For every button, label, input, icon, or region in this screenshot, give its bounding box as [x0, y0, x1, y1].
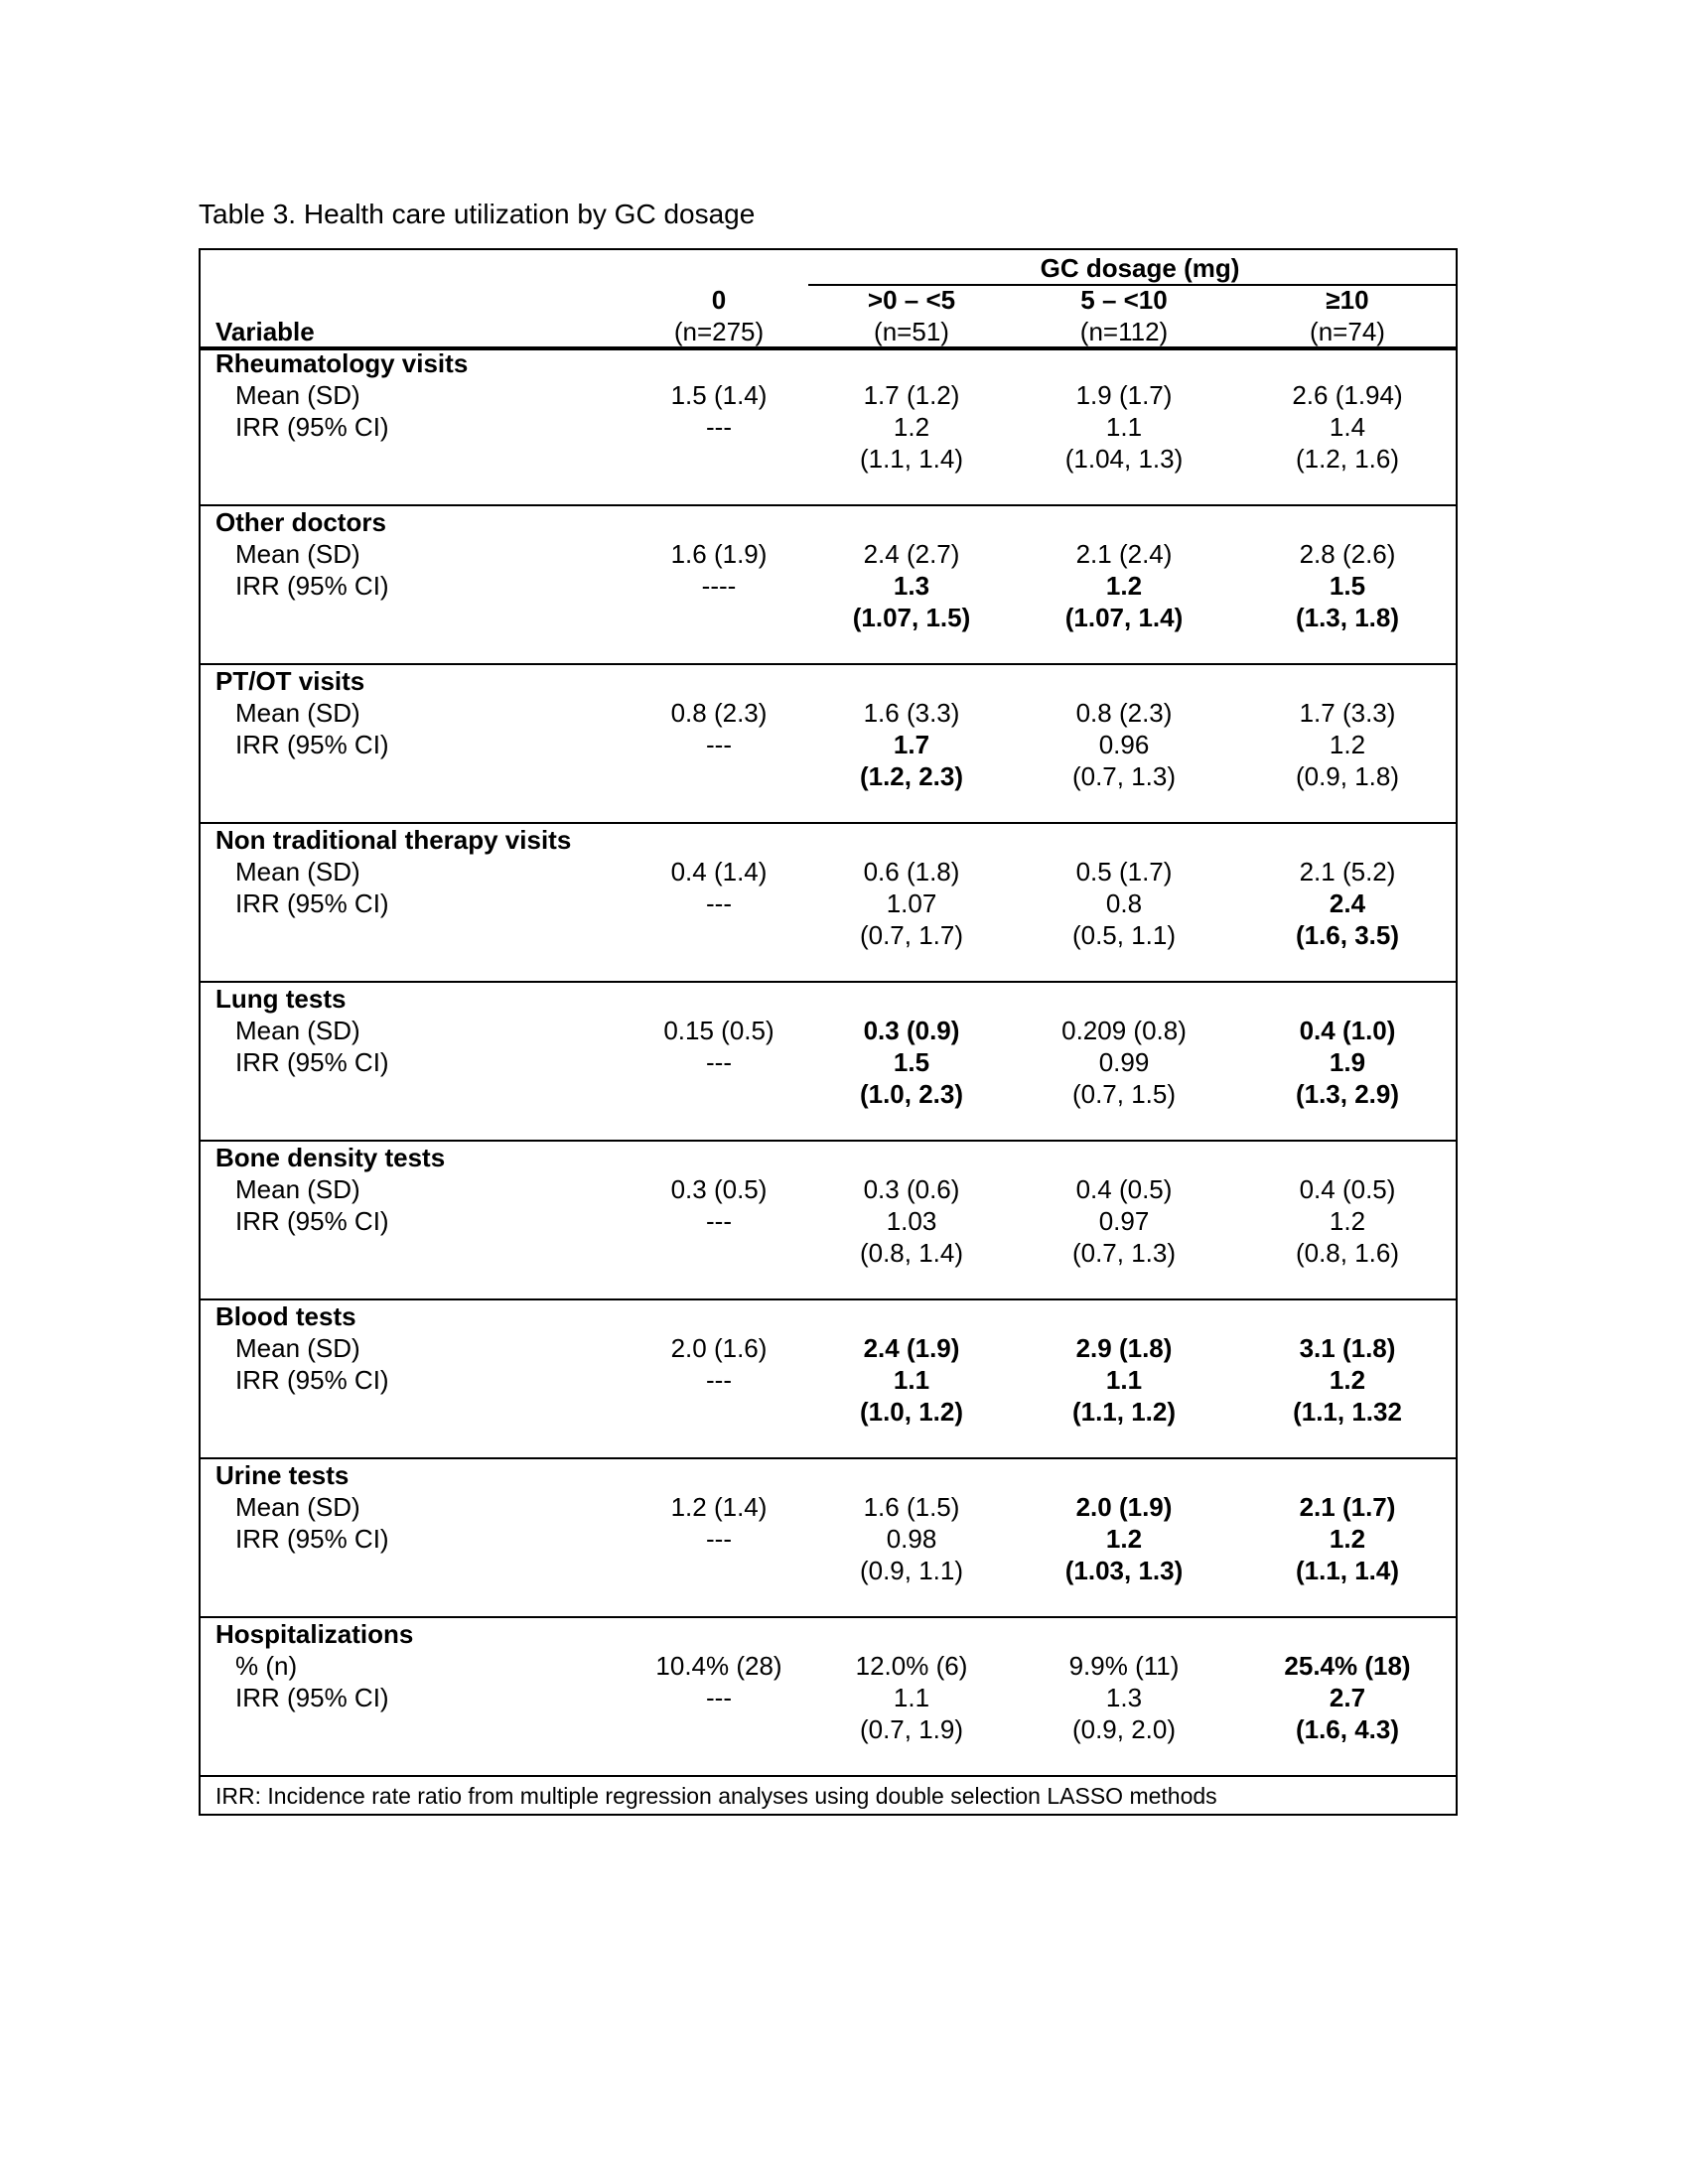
table-cell: --- [706, 1524, 732, 1554]
section-title-non-traditional-therapy-visits: Non traditional therapy visits [215, 825, 572, 855]
table-cell: (1.03, 1.3) [1064, 1556, 1184, 1585]
table-cell: 0.8 (2.3) [670, 698, 768, 728]
table-cell: 12.0% (6) [855, 1651, 968, 1681]
table-cell: 1.2 (1.4) [670, 1492, 768, 1522]
table-cell: 1.2 [1329, 1524, 1366, 1554]
table-cell: (0.9, 1.8) [1295, 761, 1400, 791]
table-cell: 1.9 (1.7) [1075, 380, 1173, 410]
row-label: Mean (SD) [235, 857, 360, 887]
table-cell: 1.3 [1105, 1683, 1143, 1712]
table-cell: 0.209 (0.8) [1061, 1016, 1187, 1045]
table-cell: (0.7, 1.3) [1071, 761, 1177, 791]
table-cell: 10.4% (28) [655, 1651, 782, 1681]
table-cell: --- [706, 1047, 732, 1077]
table-cell: 2.6 (1.94) [1292, 380, 1403, 410]
row-label: Mean (SD) [235, 1174, 360, 1204]
table-cell: 2.8 (2.6) [1299, 539, 1396, 569]
table-cell: 1.2 [1329, 1206, 1366, 1236]
table-cell: 0.98 [886, 1524, 937, 1554]
table-cell: 2.9 (1.8) [1075, 1333, 1173, 1363]
table-cell: --- [706, 1365, 732, 1395]
section-title-rheumatology-visits: Rheumatology visits [215, 348, 469, 378]
table-cell: 0.4 (0.5) [1299, 1174, 1396, 1204]
table-cell: 2.0 (1.6) [670, 1333, 768, 1363]
table-cell: 1.4 [1329, 412, 1366, 442]
table-cell: (0.7, 1.3) [1071, 1238, 1177, 1268]
table-cell: 0.5 (1.7) [1075, 857, 1173, 887]
table-cell: 0.6 (1.8) [863, 857, 960, 887]
table-cell: 1.03 [886, 1206, 937, 1236]
table-cell: ---- [701, 571, 737, 601]
table-cell: 0.8 (2.3) [1075, 698, 1173, 728]
table-cell: --- [706, 412, 732, 442]
table-cell: (1.1, 1.2) [1071, 1397, 1177, 1427]
table-cell: (0.7, 1.7) [859, 920, 964, 950]
table-cell: (0.7, 1.9) [859, 1714, 964, 1744]
variable-header: Variable [215, 317, 315, 346]
table-cell: (0.9, 2.0) [1071, 1714, 1177, 1744]
section-divider [201, 981, 1456, 983]
table-cell: 1.3 [893, 571, 930, 601]
section-divider [201, 1775, 1456, 1777]
section-title-bone-density-tests: Bone density tests [215, 1143, 446, 1172]
row-label: Mean (SD) [235, 539, 360, 569]
table-cell: 1.9 [1329, 1047, 1366, 1077]
table-cell: 2.7 [1329, 1683, 1366, 1712]
group-header: GC dosage (mg) [1040, 253, 1240, 283]
table-cell: --- [706, 1206, 732, 1236]
table-cell: (1.0, 1.2) [859, 1397, 964, 1427]
table-cell: (0.9, 1.1) [859, 1556, 964, 1585]
table-cell: 1.2 [893, 412, 930, 442]
table-cell: 0.96 [1098, 730, 1150, 759]
table-cell: (1.07, 1.5) [852, 603, 971, 632]
table-cell: 1.6 (1.9) [670, 539, 768, 569]
table-cell: (1.2, 2.3) [859, 761, 964, 791]
table-cell: (1.1, 1.4) [1295, 1556, 1400, 1585]
table-cell: 0.4 (1.0) [1299, 1016, 1396, 1045]
section-divider [201, 663, 1456, 665]
row-label: IRR (95% CI) [235, 1683, 389, 1712]
table-cell: 1.7 (1.2) [863, 380, 960, 410]
table-cell: 0.99 [1098, 1047, 1150, 1077]
footnote: IRR: Incidence rate ratio from multiple regression analyses using double selection LASSO methods [215, 1783, 1217, 1809]
row-label: IRR (95% CI) [235, 1365, 389, 1395]
section-title-other-doctors: Other doctors [215, 507, 386, 537]
table-cell: (1.3, 2.9) [1295, 1079, 1400, 1109]
row-label: IRR (95% CI) [235, 571, 389, 601]
column-header-1: >0 – <5 [867, 285, 956, 315]
row-label: % (n) [235, 1651, 298, 1681]
table-cell: 1.1 [893, 1683, 930, 1712]
table-cell: (1.07, 1.4) [1064, 603, 1184, 632]
table-cell: (1.3, 1.8) [1295, 603, 1400, 632]
table-cell: 1.5 (1.4) [670, 380, 768, 410]
row-label: IRR (95% CI) [235, 1524, 389, 1554]
column-header-2: 5 – <10 [1080, 285, 1168, 315]
table-cell: 1.6 (3.3) [863, 698, 960, 728]
table-cell: --- [706, 1683, 732, 1712]
table-cell: 1.7 (3.3) [1299, 698, 1396, 728]
table-cell: 2.1 (5.2) [1299, 857, 1396, 887]
section-divider [201, 1298, 1456, 1300]
section-divider [201, 1457, 1456, 1459]
column-n-2: (n=112) [1079, 317, 1169, 346]
column-n-3: (n=74) [1310, 317, 1385, 346]
table-caption: Table 3. Health care utilization by GC dosage [199, 199, 756, 229]
column-header-3: ≥10 [1326, 285, 1369, 315]
row-label: IRR (95% CI) [235, 888, 389, 918]
table-cell: 0.4 (0.5) [1075, 1174, 1173, 1204]
table-cell: 1.1 [1105, 1365, 1143, 1395]
table-cell: (1.1, 1.32 [1293, 1397, 1402, 1427]
table-cell: (1.1, 1.4) [859, 444, 964, 474]
table-cell: (1.6, 4.3) [1295, 1714, 1400, 1744]
table-cell: 0.8 [1105, 888, 1143, 918]
table-cell: 1.1 [893, 1365, 930, 1395]
section-title-pt-ot-visits: PT/OT visits [215, 666, 365, 696]
table-cell: 0.4 (1.4) [670, 857, 768, 887]
table-cell: 2.4 [1329, 888, 1366, 918]
row-label: Mean (SD) [235, 1016, 360, 1045]
table-cell: 1.1 [1105, 412, 1143, 442]
table-cell: 3.1 (1.8) [1299, 1333, 1396, 1363]
row-label: Mean (SD) [235, 1333, 360, 1363]
table-cell: 2.4 (1.9) [863, 1333, 960, 1363]
table-cell: (1.0, 2.3) [859, 1079, 964, 1109]
column-header-0: 0 [711, 285, 727, 315]
section-title-urine-tests: Urine tests [215, 1460, 350, 1490]
table-cell: 2.1 (1.7) [1299, 1492, 1396, 1522]
table-cell: 25.4% (18) [1284, 1651, 1411, 1681]
table-cell: --- [706, 730, 732, 759]
row-label: IRR (95% CI) [235, 412, 389, 442]
table-cell: 2.4 (2.7) [863, 539, 960, 569]
table-cell: (0.7, 1.5) [1071, 1079, 1177, 1109]
table-cell: (0.8, 1.6) [1295, 1238, 1400, 1268]
table-cell: 1.2 [1329, 1365, 1366, 1395]
table-cell: (1.6, 3.5) [1295, 920, 1400, 950]
table-cell: (0.5, 1.1) [1071, 920, 1177, 950]
data-table [199, 248, 1458, 1816]
section-title-hospitalizations: Hospitalizations [215, 1619, 414, 1649]
table-cell: 0.15 (0.5) [663, 1016, 774, 1045]
table-cell: (0.8, 1.4) [859, 1238, 964, 1268]
table-cell: 1.07 [886, 888, 937, 918]
section-title-lung-tests: Lung tests [215, 984, 347, 1014]
table-cell: 1.5 [1329, 571, 1366, 601]
table-cell: 2.1 (2.4) [1075, 539, 1173, 569]
table-cell: 1.2 [1105, 1524, 1143, 1554]
table-cell: 0.3 (0.5) [670, 1174, 768, 1204]
row-label: IRR (95% CI) [235, 1047, 389, 1077]
column-n-0: (n=275) [673, 317, 765, 346]
table-cell: 1.2 [1105, 571, 1143, 601]
row-label: IRR (95% CI) [235, 1206, 389, 1236]
table-cell: 1.2 [1329, 730, 1366, 759]
row-label: Mean (SD) [235, 380, 360, 410]
table-cell: 2.0 (1.9) [1075, 1492, 1173, 1522]
section-divider [201, 504, 1456, 506]
column-n-1: (n=51) [874, 317, 949, 346]
table-cell: 0.97 [1098, 1206, 1150, 1236]
section-title-blood-tests: Blood tests [215, 1301, 356, 1331]
table-cell: 1.7 [893, 730, 930, 759]
row-label: IRR (95% CI) [235, 730, 389, 759]
table-cell: --- [706, 888, 732, 918]
table-cell: 0.3 (0.9) [863, 1016, 960, 1045]
table-cell: (1.2, 1.6) [1295, 444, 1400, 474]
row-label: Mean (SD) [235, 1492, 360, 1522]
table-cell: 0.3 (0.6) [863, 1174, 960, 1204]
table-cell: 1.5 [893, 1047, 930, 1077]
table-cell: (1.04, 1.3) [1064, 444, 1184, 474]
row-label: Mean (SD) [235, 698, 360, 728]
table-cell: 9.9% (11) [1068, 1651, 1180, 1681]
table-cell: 1.6 (1.5) [863, 1492, 960, 1522]
